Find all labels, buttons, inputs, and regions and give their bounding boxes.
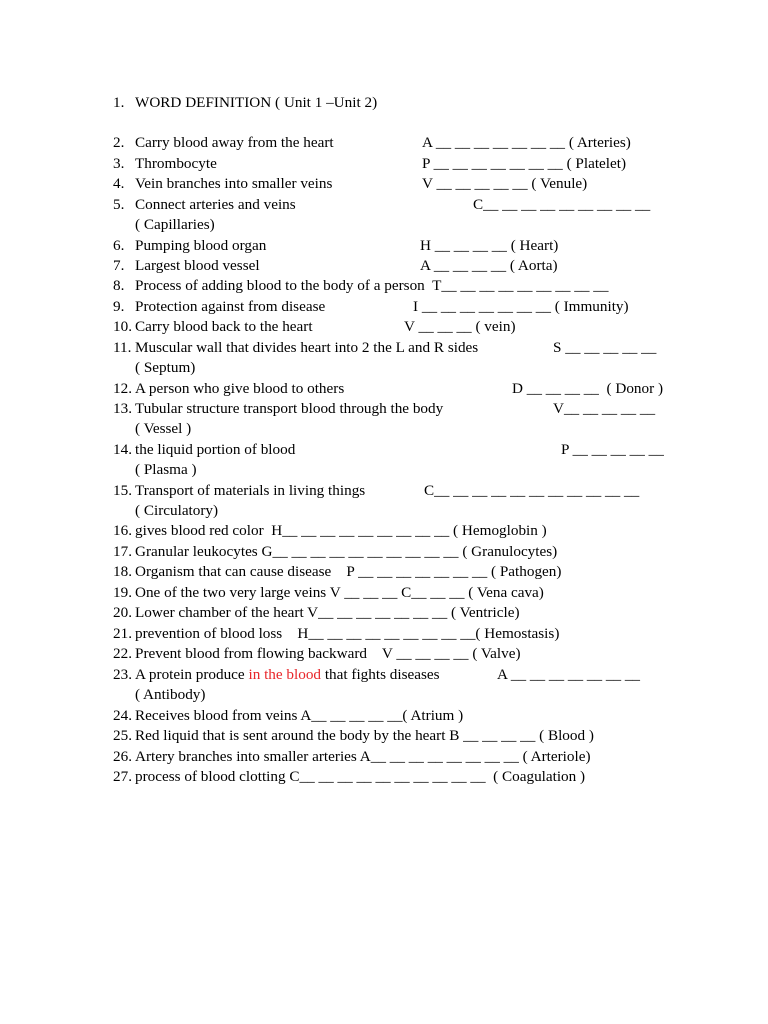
item-definition: Red liquid that is sent around the body by the heart B __ __ __ __ ( Blood ) bbox=[135, 727, 594, 744]
item-number: 15. bbox=[113, 482, 132, 499]
item-answer-hint: ( Circulatory) bbox=[135, 502, 219, 519]
item-number: 22. bbox=[113, 645, 132, 662]
item-definition: gives blood red color H__ __ __ __ __ __ __ __ __ ( Hemoglobin ) bbox=[135, 522, 547, 539]
item-definition: Protection against from disease bbox=[135, 298, 326, 315]
item-number: 20. bbox=[113, 604, 132, 621]
item-answer-blank: P __ __ __ __ __ bbox=[561, 441, 664, 458]
item-definition: Artery branches into smaller arteries A__ __ __ __ __ __ __ __ ( Arteriole) bbox=[135, 748, 591, 765]
item-definition: Lower chamber of the heart V__ __ __ __ __ __ __ ( Ventricle) bbox=[135, 604, 520, 621]
item-answer-blank: C__ __ __ __ __ __ __ __ __ bbox=[473, 196, 651, 213]
item-answer-hint: ( Vessel ) bbox=[135, 420, 192, 437]
item-answer-hint: ( Plasma ) bbox=[135, 461, 197, 478]
item-answer-blank: H __ __ __ __ ( Heart) bbox=[420, 237, 559, 254]
item-definition: Transport of materials in living things bbox=[135, 482, 366, 499]
item-definition: Process of adding blood to the body of a person T__ __ __ __ __ __ __ __ __ bbox=[135, 277, 609, 294]
item-definition: Muscular wall that divides heart into 2 the L and R sides bbox=[135, 339, 479, 356]
item-definition: the liquid portion of blood bbox=[135, 441, 296, 458]
item-number: 27. bbox=[113, 768, 132, 785]
item-definition: Connect arteries and veins bbox=[135, 196, 296, 213]
item-answer-blank: A __ __ __ __ ( Aorta) bbox=[420, 257, 558, 274]
item-number: 1. bbox=[113, 94, 125, 111]
item-answer-blank: A __ __ __ __ __ __ __ bbox=[497, 666, 641, 683]
item-answer-hint: ( Capillaries) bbox=[135, 216, 215, 233]
item-answer-blank: V __ __ __ __ __ ( Venule) bbox=[422, 175, 588, 192]
item-number: 17. bbox=[113, 543, 132, 560]
item-definition: Tubular structure transport blood through the body bbox=[135, 400, 444, 417]
item-definition: One of the two very large veins V __ __ __ C__ __ __ ( Vena cava) bbox=[135, 584, 544, 601]
item-number: 4. bbox=[113, 175, 125, 192]
item-answer-blank: V__ __ __ __ __ bbox=[553, 400, 656, 417]
item-answer-hint: ( Antibody) bbox=[135, 686, 206, 703]
item-definition: Carry blood back to the heart bbox=[135, 318, 313, 335]
item-number: 6. bbox=[113, 237, 125, 254]
item-definition-part: A protein produce bbox=[135, 666, 249, 683]
item-number: 23. bbox=[113, 666, 132, 683]
item-definition: Prevent blood from flowing backward V __ __ __ __ ( Valve) bbox=[135, 645, 521, 662]
item-definition: Pumping blood organ bbox=[135, 237, 267, 254]
item-definition: process of blood clotting C__ __ __ __ __ __ __ __ __ __ ( Coagulation ) bbox=[135, 768, 586, 785]
item-number: 13. bbox=[113, 400, 132, 417]
item-number: 14. bbox=[113, 441, 132, 458]
worksheet-title: WORD DEFINITION ( Unit 1 –Unit 2) bbox=[135, 94, 378, 111]
item-number: 5. bbox=[113, 196, 125, 213]
item-number: 16. bbox=[113, 522, 132, 539]
item-number: 3. bbox=[113, 155, 125, 172]
item-answer-blank: C__ __ __ __ __ __ __ __ __ __ __ bbox=[424, 482, 640, 499]
item-number: 12. bbox=[113, 380, 132, 397]
item-definition: Thrombocyte bbox=[135, 155, 217, 172]
item-definition: Carry blood away from the heart bbox=[135, 134, 334, 151]
item-definition: Organism that can cause disease P __ __ __ __ __ __ __ ( Pathogen) bbox=[135, 563, 562, 580]
item-number: 19. bbox=[113, 584, 132, 601]
item-number: 25. bbox=[113, 727, 132, 744]
item-answer-hint: ( Septum) bbox=[135, 359, 196, 376]
item-answer-blank: P __ __ __ __ __ __ __ ( Platelet) bbox=[422, 155, 627, 172]
item-answer-blank: S __ __ __ __ __ bbox=[553, 339, 657, 356]
item-answer-blank: I __ __ __ __ __ __ __ ( Immunity) bbox=[413, 298, 629, 315]
item-definition-part: that fights diseases bbox=[321, 666, 440, 683]
item-answer-blank: D __ __ __ __ ( Donor ) bbox=[512, 380, 664, 397]
item-definition: Granular leukocytes G__ __ __ __ __ __ __ __ __ __ ( Granulocytes) bbox=[135, 543, 558, 560]
item-definition: A person who give blood to others bbox=[135, 380, 345, 397]
item-number: 9. bbox=[113, 298, 125, 315]
item-definition bbox=[135, 665, 440, 685]
item-number: 11. bbox=[113, 339, 132, 356]
item-definition: Largest blood vessel bbox=[135, 257, 260, 274]
highlighted-text: in the blood bbox=[248, 666, 322, 683]
item-number: 2. bbox=[113, 134, 125, 151]
item-number: 24. bbox=[113, 707, 132, 724]
item-answer-blank: V __ __ __ ( vein) bbox=[404, 318, 516, 335]
item-number: 7. bbox=[113, 257, 125, 274]
item-definition: Receives blood from veins A__ __ __ __ __( Atrium ) bbox=[135, 707, 464, 724]
item-answer-blank: A __ __ __ __ __ __ __ ( Arteries) bbox=[422, 134, 631, 151]
item-number: 8. bbox=[113, 277, 125, 294]
item-number: 26. bbox=[113, 748, 132, 765]
item-number: 21. bbox=[113, 625, 132, 642]
item-definition: prevention of blood loss H__ __ __ __ __ __ __ __ __( Hemostasis) bbox=[135, 625, 560, 642]
item-number: 18. bbox=[113, 563, 132, 580]
item-definition: Vein branches into smaller veins bbox=[135, 175, 333, 192]
item-number: 10. bbox=[113, 318, 132, 335]
